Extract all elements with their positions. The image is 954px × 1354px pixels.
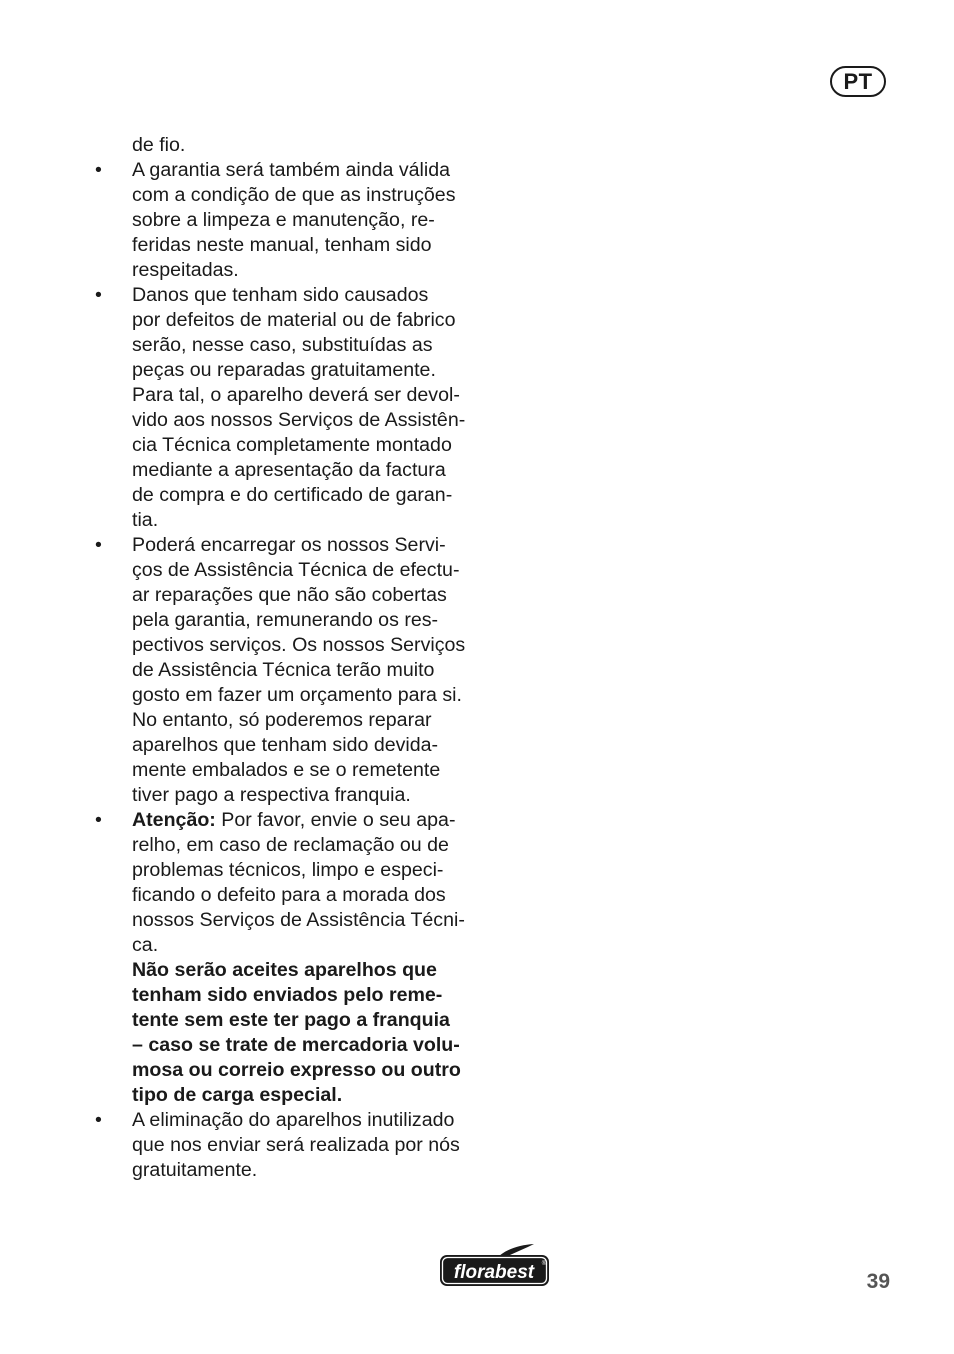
bullet-item-disposal xyxy=(95,1108,490,1183)
bullet-item-paid-repairs xyxy=(95,533,490,808)
bullet-marker: • xyxy=(95,284,102,306)
text-line: pela garantia, remunerando os res- xyxy=(132,609,439,631)
text-line: vido aos nossos Serviços de Assistên- xyxy=(132,409,466,431)
bold-warning-line: Não serão aceites aparelhos que xyxy=(132,959,437,981)
florabest-logo xyxy=(438,1241,552,1289)
bullet-item-attention xyxy=(95,808,490,1108)
text-line: de Assistência Técnica terão muito xyxy=(132,659,435,681)
text-line: problemas técnicos, limpo e especi- xyxy=(132,859,444,881)
bullet-marker: • xyxy=(95,809,102,831)
text-line: A eliminação do aparelhos inutilizado xyxy=(132,1109,455,1131)
text-line: pectivos serviços. Os nossos Serviços xyxy=(132,634,466,656)
bold-warning-line: – caso se trate de mercadoria volu- xyxy=(132,1034,460,1056)
text-line: mediante a apresentação da factura xyxy=(132,459,446,481)
bullet-item-defect-repairs xyxy=(95,283,490,533)
text-line: tia. xyxy=(132,509,159,531)
logo-wordmark: florabest xyxy=(453,1262,535,1283)
text-line: respeitadas. xyxy=(132,259,239,281)
text-line: nossos Serviços de Assistência Técni- xyxy=(132,909,465,931)
text-line: de fio. xyxy=(132,134,186,156)
attention-label: Atenção: xyxy=(132,809,216,831)
text-line: relho, em caso de reclamação ou de xyxy=(132,834,449,856)
bold-warning-line: mosa ou correio expresso ou outro xyxy=(132,1059,461,1081)
text-line: Para tal, o aparelho deverá ser devol- xyxy=(132,384,460,406)
text-line: ficando o defeito para a morada dos xyxy=(132,884,446,906)
text-line: Poderá encarregar os nossos Servi- xyxy=(132,534,446,556)
text-line: com a condição de que as instruções xyxy=(132,184,456,206)
bold-warning-line: tipo de carga especial. xyxy=(132,1084,343,1106)
bullet-marker: • xyxy=(95,1109,102,1131)
text-line: feridas neste manual, tenham sido xyxy=(132,234,432,256)
text-line: Danos que tenham sido causados xyxy=(132,284,429,306)
text-line: No entanto, só poderemos reparar xyxy=(132,709,432,731)
bold-warning-line: tente sem este ter pago a franquia xyxy=(132,1009,450,1031)
language-badge: PT xyxy=(830,66,886,97)
text-line: ca. xyxy=(132,934,159,956)
text-line: ar reparações que não são cobertas xyxy=(132,584,447,606)
text-line: de compra e do certificado de garan- xyxy=(132,484,453,506)
text-line: ços de Assistência Técnica de efectu- xyxy=(132,559,460,581)
text-line: aparelhos que tenham sido devida- xyxy=(132,734,439,756)
bullet-marker: • xyxy=(95,159,102,181)
text-line: gosto em fazer um orçamento para si. xyxy=(132,684,462,706)
text-line: cia Técnica completamente montado xyxy=(132,434,452,456)
text-line: gratuitamente. xyxy=(132,1159,258,1181)
text-line: peças ou reparadas gratuitamente. xyxy=(132,359,436,381)
bullet-marker: • xyxy=(95,534,102,556)
text-line: A garantia será também ainda válida xyxy=(132,159,451,181)
text-line: sobre a limpeza e manutenção, re- xyxy=(132,209,435,231)
warranty-text-column xyxy=(95,133,490,1183)
text-line: por defeitos de material ou de fabrico xyxy=(132,309,456,331)
attention-text: Por favor, envie o seu apa- xyxy=(215,809,456,831)
logo-registered-mark: ® xyxy=(541,1261,547,1267)
text-line: serão, nesse caso, substituídas as xyxy=(132,334,433,356)
text-line xyxy=(132,808,490,833)
text-line: mente embalados e se o remetente xyxy=(132,759,441,781)
bold-warning-line: tenham sido enviados pelo reme- xyxy=(132,984,443,1006)
bullet-item-warranty-conditions xyxy=(95,158,490,283)
text-line: tiver pago a respectiva franquia. xyxy=(132,784,411,806)
text-line: que nos enviar será realizada por nós xyxy=(132,1134,460,1156)
page-number: 39 xyxy=(866,1270,890,1293)
